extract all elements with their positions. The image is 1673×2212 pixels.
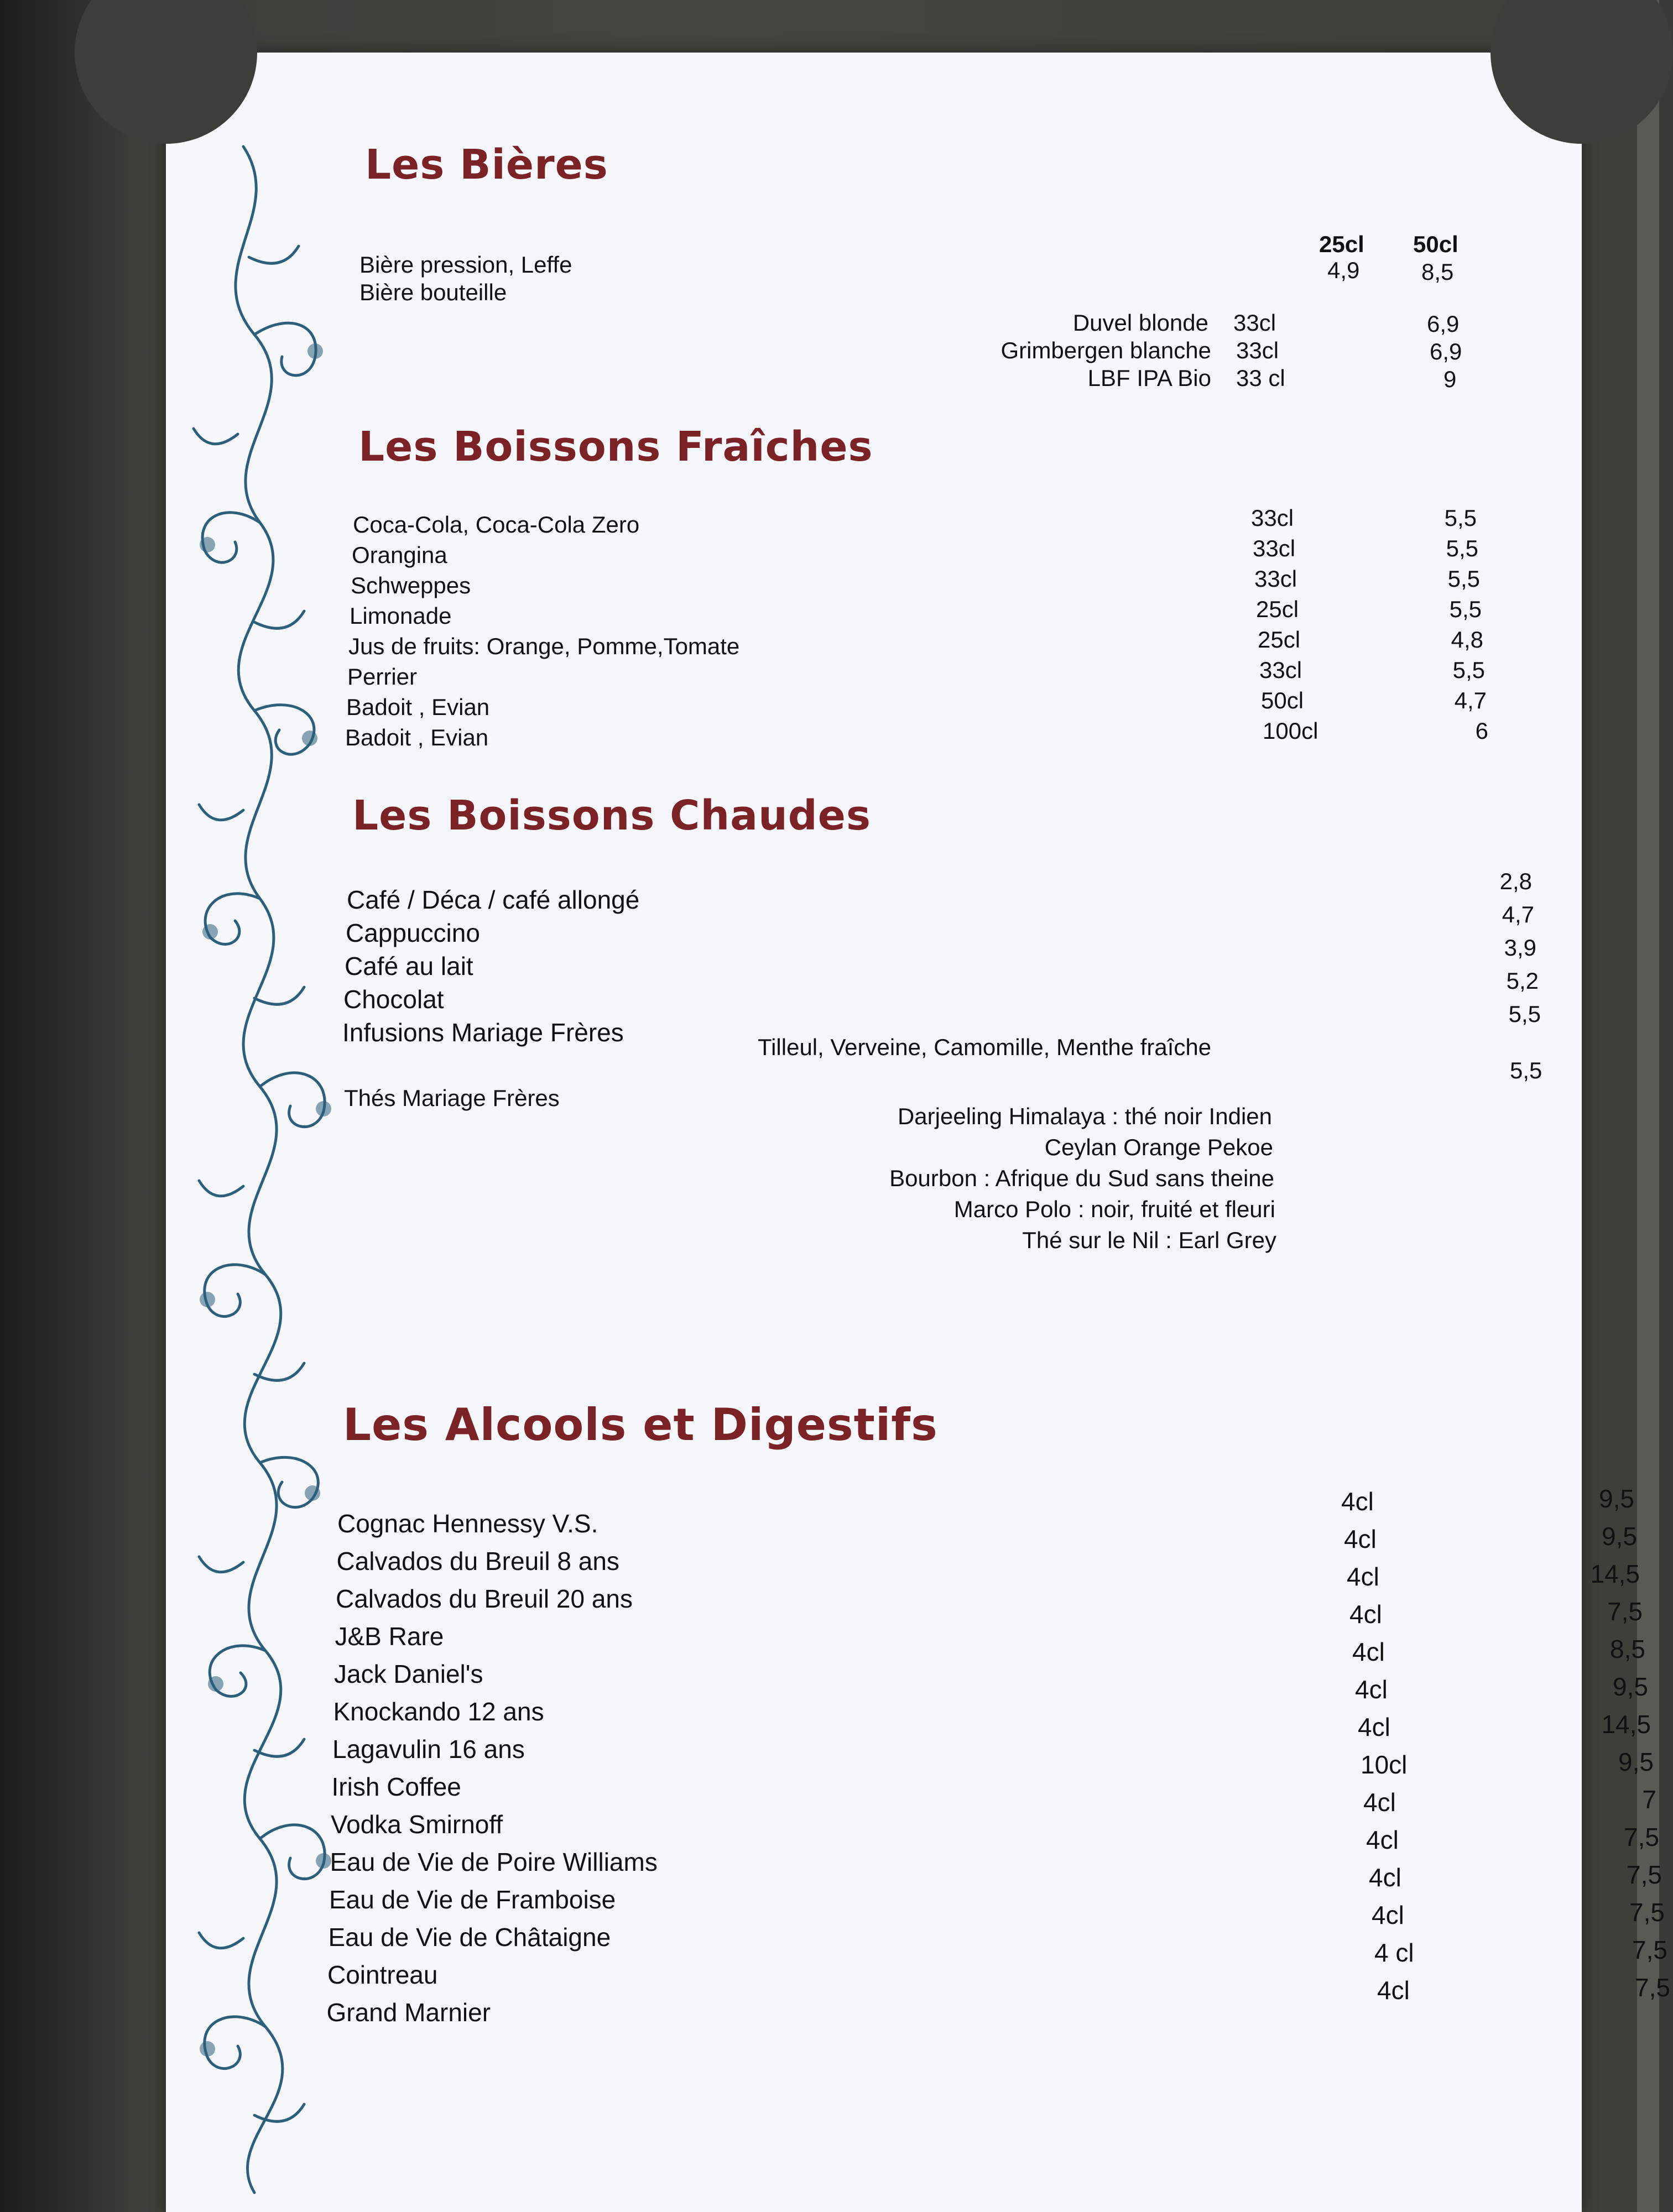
section-title-chaudes: Les Boissons Chaudes <box>352 792 871 839</box>
menu-item-name: Calvados du Breuil 8 ans <box>336 1547 619 1575</box>
menu-item-size: 25cl <box>1256 596 1299 622</box>
column-header-50cl: 50cl <box>1413 231 1458 257</box>
menu-item-price: 5,5 <box>1446 535 1478 561</box>
menu-item-name: Coca-Cola, Coca-Cola Zero <box>353 512 640 538</box>
menu-item-price: 9,5 <box>1618 1747 1654 1776</box>
menu-item-price: 4,9 <box>1327 257 1360 283</box>
menu-item-name: J&B Rare <box>335 1622 444 1651</box>
section-title-fraiches: Les Boissons Fraîches <box>358 423 873 471</box>
menu-item-size: 33cl <box>1233 310 1276 336</box>
menu-item-price: 4,8 <box>1451 627 1483 653</box>
menu-item-price: 9,5 <box>1599 1484 1634 1513</box>
menu-item-name: Chocolat <box>343 985 444 1014</box>
menu-item-price: 6 <box>1475 718 1488 744</box>
menu-item-size: 4cl <box>1347 1562 1379 1591</box>
menu-item-name: Perrier <box>347 664 418 690</box>
menu-item-price: 8,5 <box>1421 259 1454 285</box>
menu-item-price: 5,5 <box>1449 596 1482 622</box>
menu-item-price: 6,9 <box>1427 311 1460 337</box>
menu-item-price: 6,9 <box>1430 338 1462 364</box>
menu-item-name: Limonade <box>350 603 452 629</box>
menu-item-name: Schweppes <box>351 572 471 598</box>
menu-item-price: 8,5 <box>1610 1635 1645 1663</box>
menu-item-size: 10cl <box>1361 1750 1408 1779</box>
menu-item-price: 9,5 <box>1602 1522 1637 1551</box>
menu-item-size: 33cl <box>1236 337 1279 363</box>
menu-item-price: 7,5 <box>1629 1898 1665 1927</box>
menu-item-size: 4cl <box>1341 1487 1374 1516</box>
menu-binding <box>0 0 127 2212</box>
menu-item-size: 33cl <box>1253 535 1296 561</box>
menu-item-name: Bière pression, Leffe <box>359 252 572 278</box>
menu-item-price: 14,5 <box>1601 1710 1651 1739</box>
menu-item-name: Eau de Vie de Poire Williams <box>330 1848 658 1876</box>
menu-item-name: Vodka Smirnoff <box>331 1810 503 1839</box>
menu-item-size: 4cl <box>1349 1600 1382 1629</box>
menu-item-name: Badoit , Evian <box>346 694 490 720</box>
menu-item-size: 33 cl <box>1236 365 1285 391</box>
menu-item-size: 33cl <box>1259 657 1302 683</box>
menu-item-size: 100cl <box>1263 718 1318 744</box>
menu-item-name: Jus de fruits: Orange, Pomme,Tomate <box>348 633 740 659</box>
menu-item-price: 5,5 <box>1452 657 1485 683</box>
menu-item-name: Calvados du Breuil 20 ans <box>336 1584 633 1613</box>
menu-item-name: Lagavulin 16 ans <box>332 1735 525 1764</box>
tea-item: Darjeeling Himalaya : thé noir Indien <box>897 1103 1272 1129</box>
menu-item-size: 4cl <box>1377 1976 1410 2005</box>
menu-item-price: 2,8 <box>1499 868 1532 894</box>
menu-item-size: 4cl <box>1355 1675 1388 1704</box>
menu-item-name: Cointreau <box>327 1960 438 1989</box>
menu-item-price: 9 <box>1443 366 1457 392</box>
menu-item-size: 4 cl <box>1374 1938 1414 1967</box>
menu-item-price: 7,5 <box>1627 1860 1662 1889</box>
menu-item-price: 7,5 <box>1632 1936 1667 1964</box>
menu-item-size: 25cl <box>1258 627 1301 653</box>
menu-item-price: 4,7 <box>1502 901 1534 927</box>
menu-item-size: 33cl <box>1254 566 1297 592</box>
menu-item-name: Orangina <box>352 542 447 568</box>
thes-label: Thés Mariage Frères <box>344 1085 560 1111</box>
menu-item-name: Knockando 12 ans <box>333 1697 544 1726</box>
menu-item-price: 5,5 <box>1447 566 1480 592</box>
menu-item-size: 4cl <box>1352 1637 1385 1666</box>
menu-item-name: Eau de Vie de Framboise <box>329 1885 616 1914</box>
tea-item: Bourbon : Afrique du Sud sans theine <box>889 1165 1274 1191</box>
menu-item-size: 4cl <box>1366 1825 1399 1854</box>
menu-item-name: Bière bouteille <box>359 279 507 305</box>
menu-item-size: 4cl <box>1363 1788 1396 1817</box>
menu-item-name: Eau de Vie de Châtaigne <box>328 1923 611 1952</box>
menu-item-size: 4cl <box>1369 1863 1401 1892</box>
menu-item-price: 7 <box>1642 1785 1656 1814</box>
menu-item-size: 33cl <box>1251 505 1294 531</box>
section-title-alcools: Les Alcools et Digestifs <box>343 1399 938 1451</box>
menu-item-price: 9,5 <box>1613 1672 1648 1701</box>
tea-item: Marco Polo : noir, fruité et fleuri <box>953 1196 1275 1222</box>
menu-item-name: Café au lait <box>345 952 473 980</box>
column-header-25cl: 25cl <box>1319 231 1364 257</box>
menu-item-size: 50cl <box>1261 687 1304 713</box>
menu-item-name: Badoit , Evian <box>345 724 489 750</box>
menu-item-price: 3,9 <box>1504 935 1536 961</box>
menu-item-name: Café / Déca / café allongé <box>347 885 640 914</box>
menu-item-price: 14,5 <box>1590 1559 1640 1588</box>
menu-item-price: 5,5 <box>1508 1001 1541 1027</box>
tea-item: Thé sur le Nil : Earl Grey <box>1022 1227 1276 1253</box>
menu-item-name: Jack Daniel's <box>334 1660 483 1688</box>
menu-item-price: 5,5 <box>1444 505 1477 531</box>
menu-item-name: Duvel blonde <box>1072 310 1208 336</box>
menu-item-price: 4,7 <box>1454 687 1487 713</box>
menu-item-size: 4cl <box>1372 1901 1404 1929</box>
thes-price: 5,5 <box>1510 1057 1542 1083</box>
tea-item: Ceylan Orange Pekoe <box>1044 1134 1273 1160</box>
menu-item-name: LBF IPA Bio <box>1087 365 1211 391</box>
menu-item-name: Irish Coffee <box>331 1772 461 1801</box>
menu-item-price: 5,2 <box>1506 968 1539 994</box>
menu-item-price: 7,5 <box>1607 1597 1643 1626</box>
infusions-detail: Tilleul, Verveine, Camomille, Menthe fraîche <box>758 1034 1212 1060</box>
menu-item-name: Cappuccino <box>346 919 480 947</box>
menu-item-name: Grand Marnier <box>326 1998 491 2027</box>
menu-item-name: Grimbergen blanche <box>1000 337 1211 363</box>
section-title-bieres: Les Bières <box>365 141 608 189</box>
menu-item-price: 7,5 <box>1624 1823 1659 1851</box>
menu-item-name: Cognac Hennessy V.S. <box>337 1509 598 1538</box>
menu-item-size: 4cl <box>1344 1525 1377 1553</box>
menu-item-price: 7,5 <box>1635 1973 1670 2002</box>
menu-item-name: Infusions Mariage Frères <box>342 1018 624 1047</box>
menu-item-size: 4cl <box>1358 1713 1390 1741</box>
